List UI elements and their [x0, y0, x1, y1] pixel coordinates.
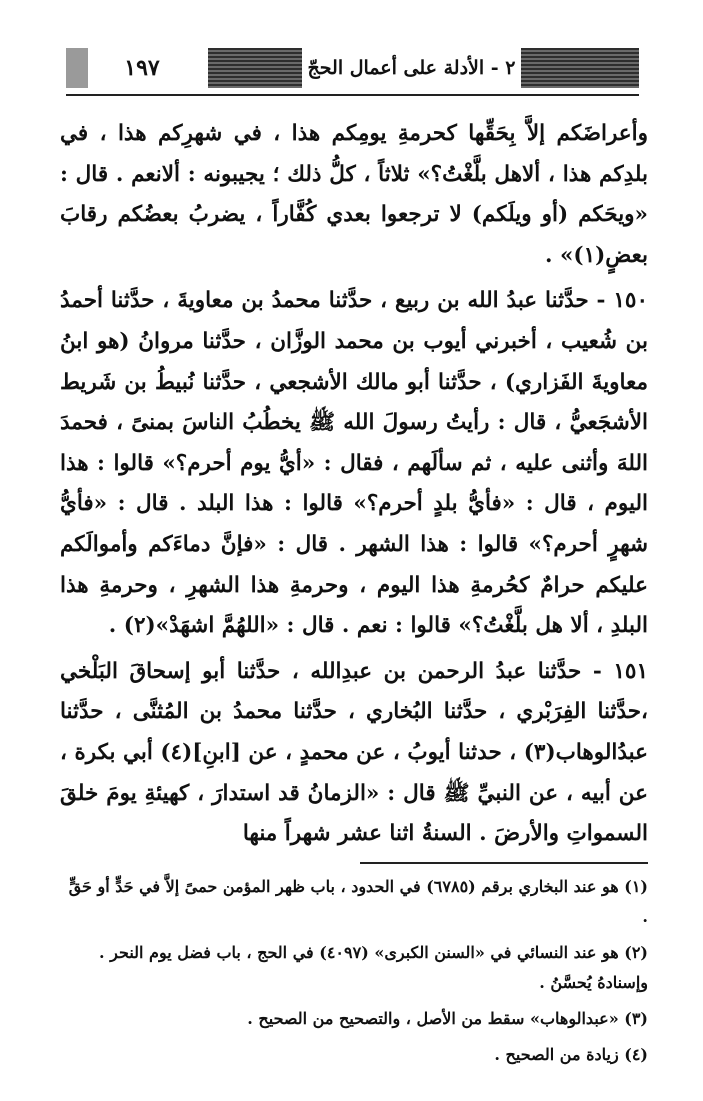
footnote: (٣) «عبدالوهاب» سقط من الأصل ، والتصحيح من الصحيح . [247, 1009, 648, 1028]
paragraph: ١٥٠ - حدَّثنا عبدُ الله بن ربيع ، حدَّثنا محمدُ بن معاويةَ ، حدَّثنا أحمدُ بن شُعيب ، أخبرني أيوب بن محمد الوزَّان ، حدَّثنا مروانُ (هو ابنُ معاويةَ الفَزاري) ، حدَّثنا أبو مالك الأشجعي ، حدَّثنا نُبيطُ بن شَريط الأشجَعيُّ ، قال : رأيتُ رسولَ الله ﷺ يخطُبُ الناسَ بمنىً ، فحمدَ اللهَ وأثنى عليه ، ثم سألَهم ، فقال : «أيُّ يوم أحرم؟» قالوا : هذا اليوم ، قال : «فأيُّ بلدٍ أحرم؟» قالوا : هذا البلد . قال : «فأيُّ شهرٍ أحرم؟» قالوا : هذا الشهر . قال : «فإنَّ دماءَكم وأموالَكم عليكم حرامٌ كحُرمةِ هذا اليوم ، وحرمةِ هذا الشهرِ ، وحرمةِ هذا البلدِ ، ألا هل بلَّغْتُ؟» قالوا : نعم . قال : «اللهُمَّ اشهَدْ»(٢) . [60, 288, 648, 639]
page-number: ١٩٧ [124, 55, 160, 81]
header-rule [66, 94, 639, 96]
header-decoration-bar [208, 48, 302, 88]
footnotes [60, 872, 648, 1070]
header-decoration-bar [521, 48, 639, 88]
running-header [66, 42, 639, 97]
paragraph: ١٥١ - حدَّثنا عبدُ الرحمن بن عبدِالله ، حدَّثنا أبو إسحاقَ البَلْخي ،حدَّثنا الفِرَبْري ، حدَّثنا البُخاري ، حدَّثنا محمدُ بن المُثنَّى ، حدَّثنا عبدُالوهاب(٣) ، حدثنا أيوبُ ، عن محمدٍ ، عن [ابنِ](٤) أبي بكرة ، عن أبيه ، عن النبيِّ ﷺ قال : «الزمانُ قد استدارَ ، كهيئةِ يومَ خلقَ السمواتِ والأرضَ . السنةُ اثنا عشر شهراً منها [60, 658, 648, 847]
header-decoration-block [66, 48, 88, 88]
paragraph: وأعراضَكم إلاَّ بِحَقِّها كحرمةِ يومِكم هذا ، في شهرِكم هذا ، في بلدِكم هذا ، ألاهل بلَّغْتُ؟» ثلاثاً ، كلُّ ذلك ؛ يجيبونه : ألانعم . قال : «ويحَكم (أو ويلَكم) لا ترجعوا بعدي كُفَّاراً ، يضربُ بعضُكم رقابَ بعضٍ(١)» . [60, 121, 648, 268]
main-text [60, 114, 648, 855]
footnote: (٤) زيادة من الصحيح . [494, 1045, 648, 1064]
footnote-separator [360, 862, 648, 864]
header-title: ٢ - الأدلة على أعمال الحجّ [307, 57, 516, 79]
footnote: (١) هو عند البخاري برقم (٦٧٨٥) في الحدود ، باب ظهر المؤمن حمىً إلاَّ في حَدٍّ أو حَقٍّ . [68, 877, 648, 926]
footnote: (٢) هو عند النسائي في «السنن الكبرى» (٤٠٩٧) في الحج ، باب فضل يوم النحر . وإسنادهُ يُحسَّنُ . [99, 943, 648, 992]
